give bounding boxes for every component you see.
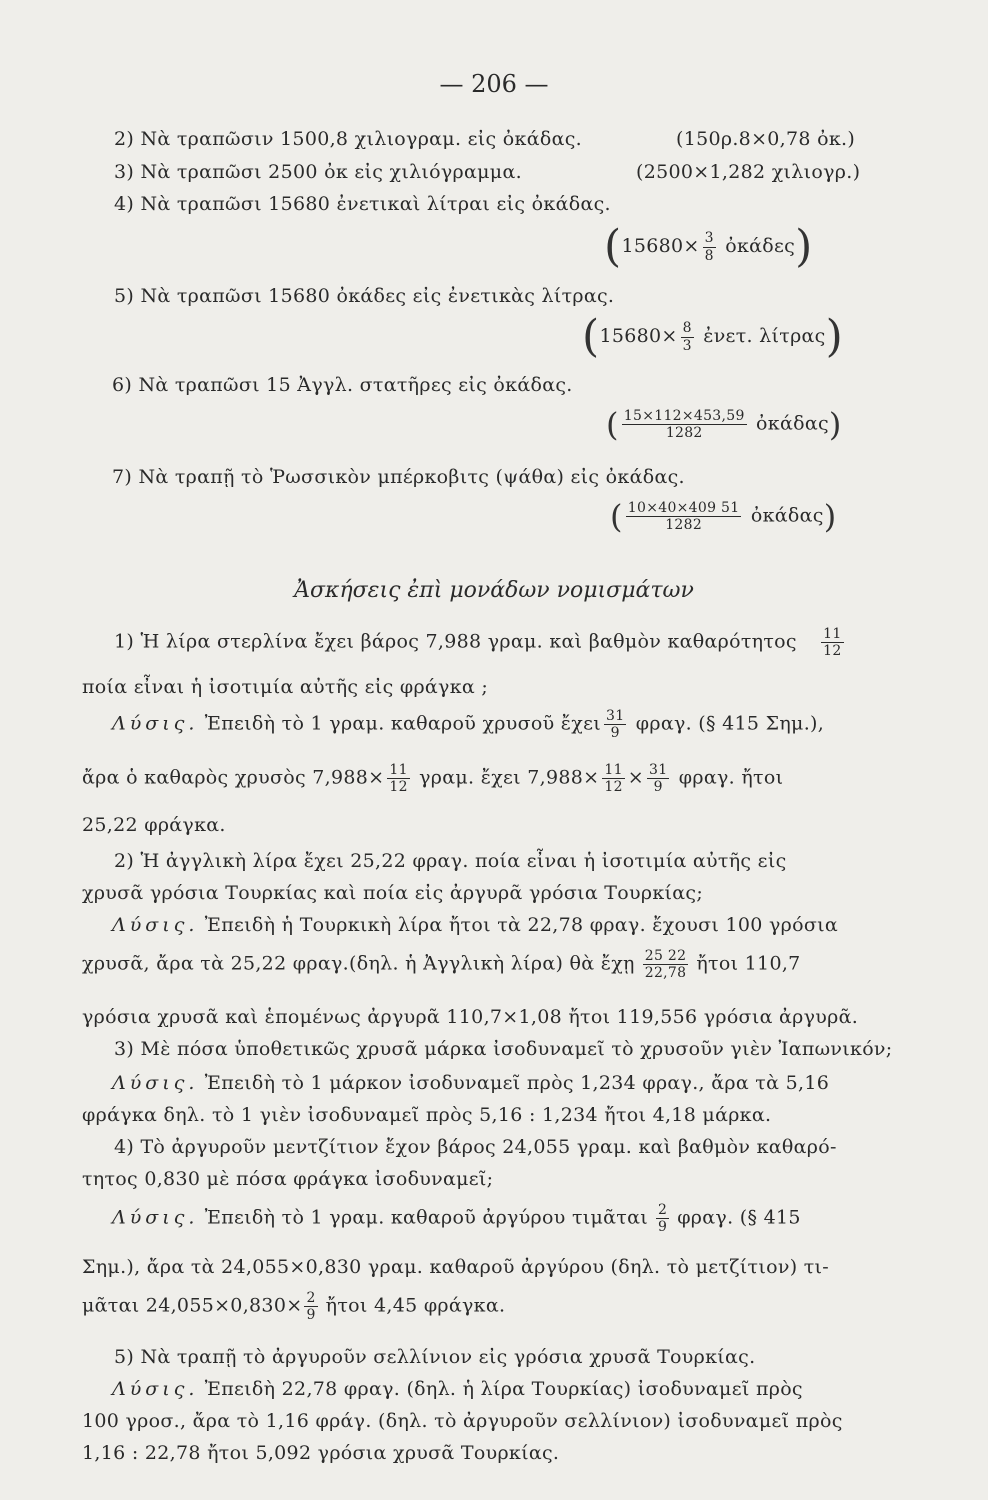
fraction: $\frac{10\times 40\times 409 51}{1282}$ [627, 500, 740, 534]
problem-5-line-4: 1,16 : 22,78 ἤτοι 5,092 γρόσια χρυσᾶ Τουρκίας. [82, 1442, 560, 1464]
fraction: $\frac{15\times 112\times 453,59}{1282}$ [623, 408, 745, 442]
fraction: $\frac{25 22}{22,78}$ [644, 948, 687, 982]
problem-2-line-1: 2) Ἡ ἀγγλικὴ λίρα ἔχει 25,22 φραγ. ποία εἶναι ἡ ἰσοτιμία αὐτῆς εἰς [114, 850, 787, 872]
problem-5-line-1: 5) Νὰ τραπῇ τὸ ἀργυροῦν σελλίνιον εἰς γρόσια χρυσᾶ Τουρκίας. [114, 1346, 756, 1368]
problem-1-line-1: 1) Ἡ λίρα στερλίνα ἔχει βάρος 7,988 γραμ. καὶ βαθμὸν καθαρότητος $\frac{11}{12}$ [114, 626, 842, 660]
exercise-4-text: 4) Νὰ τραπῶσι 15680 ἐνετικαὶ λίτραι εἰς ὀκάδας. [114, 193, 611, 215]
fraction: $\frac{31}{9}$ [605, 708, 625, 742]
problem-3-line-3: φράγκα δηλ. τὸ 1 γιὲν ἰσοδυναμεῖ πρὸς 5,16 : 1,234 ἤτοι 4,18 μάρκα. [82, 1104, 772, 1126]
problem-2-line-4: χρυσᾶ, ἄρα τὰ 25,22 φραγ.(δηλ. ἡ Ἀγγλικὴ λίρα) θὰ ἔχῃ $\frac{25 22}{22,78}$ ἤτοι 110,7 [82, 948, 801, 982]
problem-4-line-2: τητος 0,830 μὲ πόσα φράγκα ἰσοδυναμεῖ; [82, 1168, 494, 1190]
problem-1-line-4: ἄρα ὁ καθαρὸς χρυσὸς 7,988× $\frac{11}{12}$ γραμ. ἔχει 7,988× $\frac{11}{12}$ × $\frac{31}{9}$ φραγ. ἤτοι [82, 762, 784, 796]
exercise-5-text: 5) Νὰ τραπῶσι 15680 ὀκάδες εἰς ἐνετικὰς λίτρας. [114, 285, 615, 307]
problem-4-line-5: μᾶται 24,055×0,830× $\frac{2}{9}$ ἤτοι 4,45 φράγκα. [82, 1290, 506, 1324]
exercise-2-hint: (150ρ.8×0,78 ὀκ.) [676, 128, 856, 150]
problem-1-line-2: ποία εἶναι ἡ ἰσοτιμία αὐτῆς εἰς φράγκα ; [82, 676, 489, 698]
problem-3-line-2: Λύσις. Ἐπειδὴ τὸ 1 μάρκον ἰσοδυναμεῖ πρὸς 1,234 φραγ., ἄρα τὰ 5,16 [112, 1072, 830, 1094]
fraction: $\frac{31}{9}$ [649, 762, 668, 796]
exercise-7-text: 7) Νὰ τραπῇ τὸ Ῥωσσικὸν μπέρκοβιτς (ψάθα) εἰς ὀκάδας. [112, 466, 685, 488]
problem-3-line-1: 3) Μὲ πόσα ὑποθετικῶς χρυσᾶ μάρκα ἰσοδυναμεῖ τὸ χρυσοῦν γιὲν Ἰαπωνικόν; [114, 1038, 893, 1060]
problem-5-line-3: 100 γροσ., ἄρα τὸ 1,16 φράγ. (δηλ. τὸ ἀργυροῦν σελλίνιον) ἰσοδυναμεῖ πρὸς [82, 1410, 843, 1432]
exercise-4-hint: (15680× $\frac{3}{8}$ ὀκάδες) [604, 221, 813, 272]
problem-2-line-5: γρόσια χρυσᾶ καὶ ἑπομένως ἀργυρᾶ 110,7×1,08 ἤτοι 119,556 γρόσια ἀργυρᾶ. [82, 1006, 859, 1028]
fraction: $\frac{11}{12}$ [389, 762, 408, 796]
fraction: $\frac{11}{12}$ [823, 626, 842, 660]
problem-5-line-2: Λύσις. Ἐπειδὴ 22,78 φραγ. (δηλ. ἡ λίρα Τουρκίας) ἰσοδυναμεῖ πρὸς [112, 1378, 803, 1400]
problem-1-line-3: Λύσις. Ἐπειδὴ τὸ 1 γραμ. καθαροῦ χρυσοῦ ἔχει $\frac{31}{9}$ φραγ. (§ 415 Σημ.), [112, 708, 825, 742]
page-number: — 206 — [439, 70, 549, 98]
problem-2-line-3: Λύσις. Ἐπειδὴ ἡ Τουρκικὴ λίρα ἤτοι τὰ 22,78 φραγ. ἔχουσι 100 γρόσια [112, 914, 839, 936]
exercise-6-hint: ( $\frac{15\times 112\times 453,59}{1282}$ ὀκάδας) [606, 405, 842, 444]
fraction: $\frac{2}{9}$ [657, 1202, 668, 1236]
problem-4-line-3: Λύσις. Ἐπειδὴ τὸ 1 γραμ. καθαροῦ ἀργύρου τιμᾶται $\frac{2}{9}$ φραγ. (§ 415 [112, 1202, 801, 1236]
fraction: $\frac{11}{12}$ [604, 762, 623, 796]
fraction: $\frac{3}{8}$ [704, 230, 714, 264]
problem-2-line-2: χρυσᾶ γρόσια Τουρκίας καὶ ποία εἰς ἀργυρᾶ γρόσια Τουρκίας; [82, 882, 704, 904]
exercise-5-hint: (15680× $\frac{8}{3}$ ἐνετ. λίτρας) [582, 311, 844, 362]
section-heading: Ἀσκήσεις ἐπὶ μονάδων νομισμάτων [294, 578, 694, 603]
problem-4-line-4: Σημ.), ἄρα τὰ 24,055×0,830 γραμ. καθαροῦ ἀργύρου (δηλ. τὸ μετζίτιον) τι- [82, 1256, 830, 1278]
fraction: $\frac{8}{3}$ [682, 320, 692, 354]
exercise-6-text: 6) Νὰ τραπῶσι 15 Ἀγγλ. στατῆρες εἰς ὀκάδας. [112, 374, 573, 396]
exercise-3-text: 3) Νὰ τραπῶσι 2500 ὀκ εἰς χιλιόγραμμα. [114, 161, 522, 183]
problem-4-line-1: 4) Τὸ ἀργυροῦν μεντζίτιον ἔχον βάρος 24,055 γραμ. καὶ βαθμὸν καθαρό- [114, 1136, 837, 1158]
problem-1-line-5: 25,22 φράγκα. [82, 814, 226, 836]
exercise-7-hint: ( $\frac{10\times 40\times 409 51}{1282}$ ὀκάδας) [610, 497, 837, 536]
exercise-2-text: 2) Νὰ τραπῶσιν 1500,8 χιλιογραμ. εἰς ὀκάδας. [114, 128, 583, 150]
exercise-3-hint: (2500×1,282 χιλιογρ.) [636, 161, 861, 183]
fraction: $\frac{2}{9}$ [306, 1290, 316, 1324]
